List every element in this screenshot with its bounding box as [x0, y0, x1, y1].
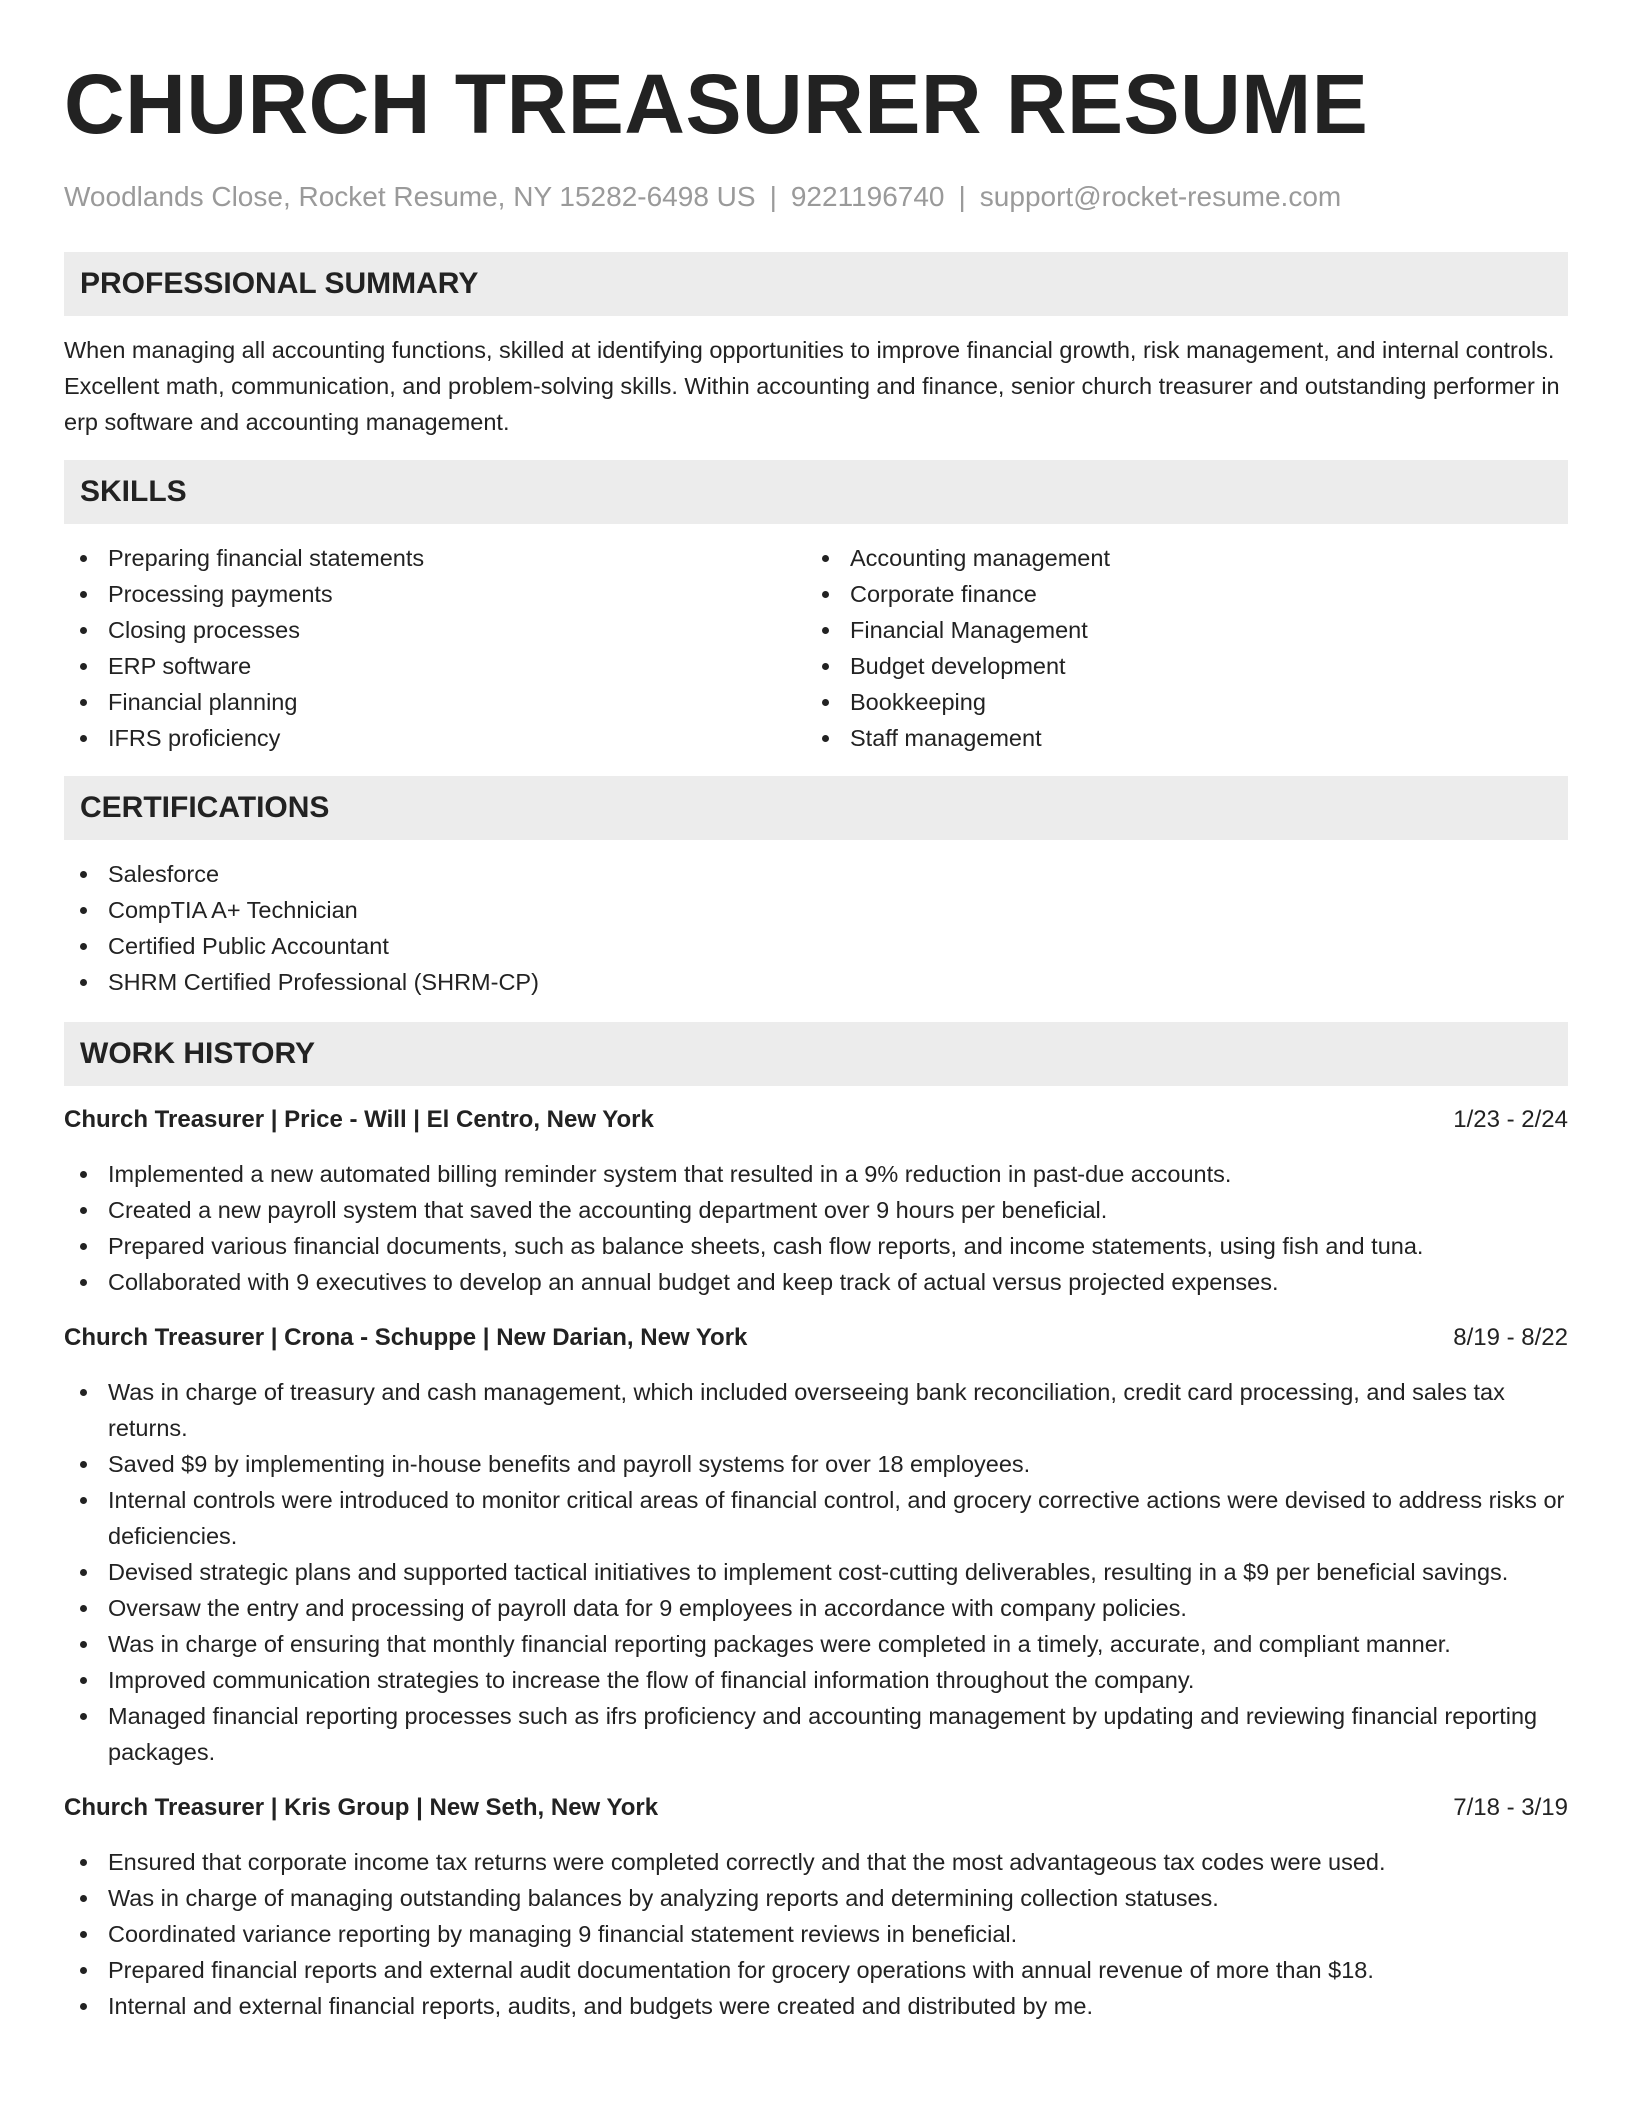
certification-item: Certified Public Accountant: [64, 928, 1568, 964]
job-header: [64, 1320, 1568, 1356]
skills-right-list: [806, 540, 1548, 756]
job-entry: [64, 1790, 1568, 2024]
summary-text: When managing all accounting functions, skilled at identifying opportunities to improve financial growth, risk management, and internal controls. Excellent math, communication, and problem-solving skills. Within accounting and finance, senior church treasurer and outstanding performer in erp software and accounting management.: [64, 337, 1560, 435]
job-bullet: Saved $9 by implementing in-house benefits and payroll systems for over 18 employees.: [64, 1446, 1568, 1482]
job-dates: 1/23 - 2/24: [1453, 1106, 1568, 1133]
resume-title: CHURCH TREASURER RESUME: [64, 57, 1369, 151]
contact-line: [64, 180, 1568, 214]
job-bullet: Managed financial reporting processes such as ifrs proficiency and accounting management by updating and reviewing financial reporting packages.: [64, 1698, 1568, 1770]
skill-item: Processing payments: [64, 576, 806, 612]
job-bullet: Implemented a new automated billing reminder system that resulted in a 9% reduction in past-due accounts.: [64, 1156, 1568, 1192]
job-bullet: Coordinated variance reporting by managing 9 financial statement reviews in beneficial.: [64, 1916, 1568, 1952]
job-dates: 7/18 - 3/19: [1453, 1794, 1568, 1821]
skill-item: ERP software: [64, 648, 806, 684]
job-title: Church Treasurer | Price - Will | El Centro, New York: [64, 1106, 654, 1133]
skill-item: Financial Management: [806, 612, 1548, 648]
job-bullet: Internal and external financial reports, audits, and budgets were created and distributed by me.: [64, 1988, 1568, 2024]
job-entry: [64, 1320, 1568, 1770]
job-bullet: Devised strategic plans and supported tactical initiatives to implement cost-cutting deliverables, resulting in a $9 per beneficial savings.: [64, 1554, 1568, 1590]
job-bullet: Internal controls were introduced to monitor critical areas of financial control, and grocery corrective actions were devised to address risks or deficiencies.: [64, 1482, 1568, 1554]
skill-item: Staff management: [806, 720, 1548, 756]
contact-email: support@rocket-resume.com: [979, 181, 1342, 212]
job-bullet: Was in charge of ensuring that monthly financial reporting packages were completed in a timely, accurate, and compliant manner.: [64, 1626, 1568, 1662]
certification-item: CompTIA A+ Technician: [64, 892, 1568, 928]
job-bullet: Was in charge of treasury and cash management, which included overseeing bank reconciliation, credit card processing, and sales tax returns.: [64, 1374, 1568, 1446]
job-entry: [64, 1102, 1568, 1300]
job-title: Church Treasurer | Kris Group | New Seth, New York: [64, 1794, 659, 1821]
job-bullet: Collaborated with 9 executives to develop an annual budget and keep track of actual versus projected expenses.: [64, 1264, 1568, 1300]
skills-heading: SKILLS: [64, 460, 1568, 524]
certification-item: SHRM Certified Professional (SHRM-CP): [64, 964, 1568, 1000]
job-bullet: Prepared various financial documents, such as balance sheets, cash flow reports, and income statements, using fish and tuna.: [64, 1228, 1568, 1264]
skill-item: Corporate finance: [806, 576, 1548, 612]
job-bullet: Oversaw the entry and processing of payroll data for 9 employees in accordance with company policies.: [64, 1590, 1568, 1626]
job-dates: 8/19 - 8/22: [1453, 1324, 1568, 1351]
skill-item: Budget development: [806, 648, 1548, 684]
contact-phone: 9221196740: [790, 181, 945, 212]
job-bullets: [64, 1156, 1568, 1300]
job-header: [64, 1790, 1568, 1826]
job-header: [64, 1102, 1568, 1138]
job-bullet: Created a new payroll system that saved the accounting department over 9 hours per beneficial.: [64, 1192, 1568, 1228]
skills-grid: [64, 540, 1568, 756]
job-bullets: [64, 1844, 1568, 2024]
job-bullet: Ensured that corporate income tax returns were completed correctly and that the most advantageous tax codes were used.: [64, 1844, 1568, 1880]
skill-item: Accounting management: [806, 540, 1548, 576]
skill-item: IFRS proficiency: [64, 720, 806, 756]
job-bullet: Prepared financial reports and external audit documentation for grocery operations with annual revenue of more than $18.: [64, 1952, 1568, 1988]
skill-item: Financial planning: [64, 684, 806, 720]
certifications-heading: CERTIFICATIONS: [64, 776, 1568, 840]
contact-address: Woodlands Close, Rocket Resume, NY 15282-6498 US: [64, 181, 756, 212]
job-bullet: Was in charge of managing outstanding balances by analyzing reports and determining collection statuses.: [64, 1880, 1568, 1916]
job-bullet: Improved communication strategies to increase the flow of financial information throughout the company.: [64, 1662, 1568, 1698]
job-title: Church Treasurer | Crona - Schuppe | New Darian, New York: [64, 1324, 748, 1351]
summary-heading: PROFESSIONAL SUMMARY: [64, 252, 1568, 316]
skill-item: Preparing financial statements: [64, 540, 806, 576]
work-history-heading: WORK HISTORY: [64, 1022, 1568, 1086]
contact-separator: |: [958, 181, 966, 212]
skill-item: Bookkeeping: [806, 684, 1548, 720]
job-bullets: [64, 1374, 1568, 1770]
certifications-list: [64, 856, 1568, 1000]
skills-left-list: [64, 540, 806, 756]
certification-item: Salesforce: [64, 856, 1568, 892]
contact-separator: |: [769, 181, 777, 212]
skill-item: Closing processes: [64, 612, 806, 648]
